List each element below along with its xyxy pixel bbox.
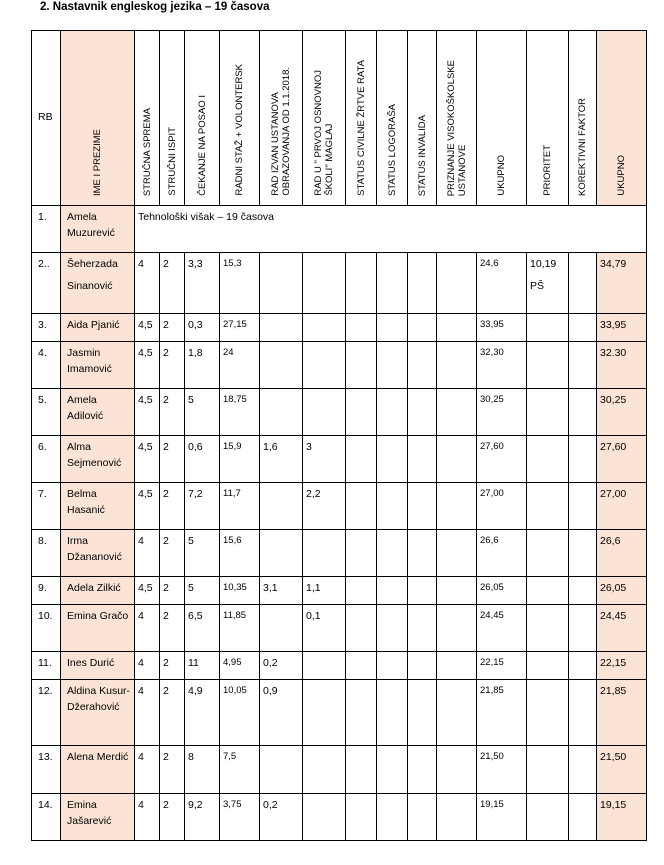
header-rad-izvan (260, 31, 303, 206)
row-radni-staz: 11,85 (220, 605, 260, 652)
row-rb: 11. (32, 652, 61, 680)
table-row (32, 605, 647, 652)
row-strucna-sprema: 4 (135, 652, 160, 680)
row-prioritet (527, 680, 569, 746)
row-prioritet (527, 314, 569, 342)
row-ukupno: 30,25 (477, 389, 527, 436)
row-status-logorasa (377, 794, 408, 841)
row-name: Amela Muzurević (61, 206, 135, 253)
row-rad-izvan (260, 342, 303, 389)
row-strucna-sprema: 4 (135, 605, 160, 652)
row-prioritet (527, 746, 569, 794)
header-strucni-ispit (160, 31, 185, 206)
row-status-logorasa (377, 652, 408, 680)
header-status-logorasa (377, 31, 408, 206)
row-rad-u (303, 342, 346, 389)
row-status-logorasa (377, 389, 408, 436)
header-strucna-sprema-label: STRUČNA SPREMA (141, 107, 153, 196)
row-strucni-ispit: 2 (160, 342, 185, 389)
row-cekanje: 4,9 (185, 680, 220, 746)
row-radni-staz: 15,9 (220, 436, 260, 483)
row-status-civilne (346, 680, 377, 746)
row-total: 33,95 (597, 314, 647, 342)
row-radni-staz: 11,7 (220, 483, 260, 530)
header-priznanje (437, 31, 477, 206)
header-korektivni-label: KOREKTIVNI FAKTOR (577, 97, 588, 196)
row-rb: 14. (32, 794, 61, 841)
header-rad-u (303, 31, 346, 206)
row-rad-izvan: 0,2 (260, 794, 303, 841)
row-ukupno: 32,30 (477, 342, 527, 389)
row-radni-staz: 10,35 (220, 577, 260, 605)
row-strucni-ispit: 2 (160, 436, 185, 483)
row-status-civilne (346, 577, 377, 605)
table-row (32, 577, 647, 605)
row-status-logorasa (377, 746, 408, 794)
row-total: 26,05 (597, 577, 647, 605)
row-rad-izvan (260, 483, 303, 530)
table-row (32, 436, 647, 483)
header-strucna-sprema (135, 31, 160, 206)
row-priznanje (437, 342, 477, 389)
row-rad-izvan: 0,2 (260, 652, 303, 680)
row-cekanje: 0,6 (185, 436, 220, 483)
row-name: Emina Gračo (61, 605, 135, 652)
header-ukupno-label: UKUPNO (496, 155, 507, 196)
row-status-civilne (346, 746, 377, 794)
row-status-invalida (408, 483, 437, 530)
table-row (32, 206, 647, 253)
header-korektivni (569, 31, 597, 206)
header-ukupno (477, 31, 527, 206)
row-status-civilne (346, 342, 377, 389)
table-row (32, 314, 647, 342)
header-radni-staz-label: RADNI STAŽ + VOLONTERSK (234, 64, 245, 196)
header-priznanje-label (446, 60, 468, 196)
row-radni-staz: 4,95 (220, 652, 260, 680)
row-status-civilne (346, 652, 377, 680)
row-strucni-ispit: 2 (160, 680, 185, 746)
table-row (32, 483, 647, 530)
row-radni-staz: 27,15 (220, 314, 260, 342)
row-name: Emina Jašarević (61, 794, 135, 841)
header-rb-label: RB (38, 111, 53, 123)
row-rad-izvan (260, 314, 303, 342)
row-cekanje: 5 (185, 530, 220, 577)
row-total: 27,60 (597, 436, 647, 483)
row-rad-u: 0,1 (303, 605, 346, 652)
header-name (61, 31, 135, 206)
row-ukupno: 22,15 (477, 652, 527, 680)
header-cekanje (185, 31, 220, 206)
row-rad-u: 2,2 (303, 483, 346, 530)
row-name: Alena Merdić (61, 746, 135, 794)
row-total: 26,6 (597, 530, 647, 577)
row-status-civilne (346, 605, 377, 652)
row-strucna-sprema: 4 (135, 253, 160, 314)
row-rb: 3. (32, 314, 61, 342)
row-korektivni (569, 652, 597, 680)
row-cekanje: 1,8 (185, 342, 220, 389)
row-ukupno: 33,95 (477, 314, 527, 342)
row-priznanje (437, 483, 477, 530)
page-title: 2. Nastavnik engleskog jezika – 19 časova (40, 1, 270, 13)
row-name-line1: Šeherzada (67, 258, 118, 270)
header-strucni-ispit-label: STRUČNI ISPIT (166, 127, 178, 196)
row-strucna-sprema: 4,5 (135, 577, 160, 605)
header-prioritet (527, 31, 569, 206)
row-prioritet (527, 605, 569, 652)
row-korektivni (569, 577, 597, 605)
row-total: 22,15 (597, 652, 647, 680)
row-rad-izvan (260, 605, 303, 652)
row-name: Aida Pjanić (61, 314, 135, 342)
row-rb: 13. (32, 746, 61, 794)
row-prioritet-line2: PŠ (530, 280, 545, 292)
row-strucni-ispit: 2 (160, 605, 185, 652)
row-cekanje: 8 (185, 746, 220, 794)
row-radni-staz: 15,3 (220, 253, 260, 314)
row-ukupno: 27,60 (477, 436, 527, 483)
row-cekanje: 5 (185, 389, 220, 436)
table-row (32, 342, 647, 389)
row-prioritet (527, 436, 569, 483)
row-status-logorasa (377, 483, 408, 530)
row-status-civilne (346, 314, 377, 342)
row-strucni-ispit: 2 (160, 577, 185, 605)
row-rad-u (303, 794, 346, 841)
row-korektivni (569, 314, 597, 342)
row-total: 32.30 (597, 342, 647, 389)
row-korektivni (569, 680, 597, 746)
row-korektivni (569, 253, 597, 314)
row-strucna-sprema: 4 (135, 530, 160, 577)
row-priznanje (437, 436, 477, 483)
row-priznanje (437, 577, 477, 605)
row-strucna-sprema: 4,5 (135, 342, 160, 389)
row-status-logorasa (377, 680, 408, 746)
row-status-invalida (408, 253, 437, 314)
row-strucni-ispit: 2 (160, 314, 185, 342)
row-status-invalida (408, 746, 437, 794)
ranking-table (31, 30, 647, 841)
row-rad-u (303, 652, 346, 680)
header-radni-staz (220, 31, 260, 206)
row-status-civilne (346, 483, 377, 530)
row-korektivni (569, 342, 597, 389)
row-cekanje: 0,3 (185, 314, 220, 342)
header-rad-izvan-label (270, 67, 292, 196)
header-rb (32, 31, 61, 206)
header-ukupno-final (597, 31, 647, 206)
row-rad-izvan: 0,9 (260, 680, 303, 746)
table-row (32, 389, 647, 436)
row-korektivni (569, 483, 597, 530)
row-priznanje (437, 314, 477, 342)
table-row (32, 794, 647, 841)
row-status-civilne (346, 794, 377, 841)
row-priznanje (437, 389, 477, 436)
header-row (32, 31, 647, 206)
row-status-invalida (408, 605, 437, 652)
table-row (32, 680, 647, 746)
row-prioritet (527, 483, 569, 530)
row-rad-izvan (260, 530, 303, 577)
row-status-logorasa (377, 530, 408, 577)
row-name: Belma Hasanić (61, 483, 135, 530)
row-cekanje: 11 (185, 652, 220, 680)
row-cekanje: 3,3 (185, 253, 220, 314)
row-korektivni (569, 605, 597, 652)
row-total: 21,50 (597, 746, 647, 794)
header-rad-izvan-line2: OBRAZOVANJA OD 1.1.2018. (281, 67, 292, 196)
row-cekanje: 5 (185, 577, 220, 605)
row-strucni-ispit: 2 (160, 483, 185, 530)
row-rb: 9. (32, 577, 61, 605)
row-total: 21,85 (597, 680, 647, 746)
row-status-invalida (408, 389, 437, 436)
row-strucna-sprema: 4,5 (135, 314, 160, 342)
row-priznanje (437, 746, 477, 794)
row-name: Alma Sejmenović (61, 436, 135, 483)
header-name-label: IME I PREZIME (92, 128, 103, 196)
row-radni-staz: 3,75 (220, 794, 260, 841)
row-status-invalida (408, 530, 437, 577)
row-status-logorasa (377, 253, 408, 314)
row-rb: 2.. (32, 253, 61, 314)
row-rad-u (303, 680, 346, 746)
row-priznanje (437, 530, 477, 577)
row-rad-izvan: 1,6 (260, 436, 303, 483)
row-status-logorasa (377, 314, 408, 342)
row-status-civilne (346, 253, 377, 314)
row-strucna-sprema: 4 (135, 746, 160, 794)
row-status-logorasa (377, 605, 408, 652)
row-name: Adela Zilkić (61, 577, 135, 605)
row-rb: 5. (32, 389, 61, 436)
row-korektivni (569, 389, 597, 436)
row-radni-staz: 18,75 (220, 389, 260, 436)
header-status-invalida (408, 31, 437, 206)
header-status-invalida-label: STATUS INVALIDA (416, 114, 428, 196)
row-priznanje (437, 253, 477, 314)
header-status-logorasa-label: STATUS LOGORAŠA (386, 103, 398, 196)
row-korektivni (569, 436, 597, 483)
row-ukupno: 21,50 (477, 746, 527, 794)
row-status-invalida (408, 436, 437, 483)
row-prioritet (527, 652, 569, 680)
row-status-civilne (346, 436, 377, 483)
row-total: 27,00 (597, 483, 647, 530)
row-rad-u: 1,1 (303, 577, 346, 605)
row-strucna-sprema: 4 (135, 680, 160, 746)
row-korektivni (569, 530, 597, 577)
row-rb: 1. (32, 206, 61, 253)
row-status-invalida (408, 680, 437, 746)
row-status-invalida (408, 577, 437, 605)
row-priznanje (437, 794, 477, 841)
row-name-line2: Sinanović (67, 280, 113, 292)
row-korektivni (569, 746, 597, 794)
row-rb: 4. (32, 342, 61, 389)
row-cekanje: 9,2 (185, 794, 220, 841)
header-rad-izvan-line1: RAD IZVAN USTANOVA (270, 92, 281, 196)
row-radni-staz: 24 (220, 342, 260, 389)
row-radni-staz: 7,5 (220, 746, 260, 794)
row-prioritet-line1: 10,19 (530, 258, 557, 270)
header-rad-u-label (313, 70, 335, 196)
row-rad-izvan (260, 746, 303, 794)
row-ukupno: 21,85 (477, 680, 527, 746)
row-strucna-sprema: 4,5 (135, 436, 160, 483)
row-strucna-sprema: 4,5 (135, 483, 160, 530)
row-status-invalida (408, 794, 437, 841)
row-rb: 6. (32, 436, 61, 483)
row-prioritet (527, 530, 569, 577)
row-name: Irma Džananović (61, 530, 135, 577)
row-name (61, 253, 135, 314)
row-strucni-ispit: 2 (160, 746, 185, 794)
row-rad-izvan: 3,1 (260, 577, 303, 605)
row-rad-u (303, 389, 346, 436)
header-status-civilne-label: STATUS CIVILNE ŽRTVE RATA (355, 60, 367, 196)
row-status-civilne (346, 389, 377, 436)
row-total: 34,79 (597, 253, 647, 314)
table-row (32, 530, 647, 577)
row-rad-izvan (260, 389, 303, 436)
row-total: 24,45 (597, 605, 647, 652)
row-prioritet (527, 342, 569, 389)
row-cekanje: 7,2 (185, 483, 220, 530)
table-row (32, 253, 647, 314)
row-status-logorasa (377, 342, 408, 389)
row-ukupno: 24,45 (477, 605, 527, 652)
row-korektivni (569, 794, 597, 841)
row-strucna-sprema: 4,5 (135, 389, 160, 436)
row-strucni-ispit: 2 (160, 389, 185, 436)
row-rad-u (303, 314, 346, 342)
row-strucni-ispit: 2 (160, 530, 185, 577)
row-priznanje (437, 605, 477, 652)
row-rb: 12. (32, 680, 61, 746)
row-prioritet (527, 577, 569, 605)
row-ukupno: 24,6 (477, 253, 527, 314)
row-priznanje (437, 652, 477, 680)
row-rad-u (303, 253, 346, 314)
row-total: 30,25 (597, 389, 647, 436)
header-priznanje-line1: PRIZNANJE VISOKOŠKOLSKE (445, 59, 457, 196)
row-total: 19,15 (597, 794, 647, 841)
header-status-civilne (346, 31, 377, 206)
row-ukupno: 26,05 (477, 577, 527, 605)
row-rad-izvan (260, 253, 303, 314)
row-rb: 8. (32, 530, 61, 577)
row-cekanje: 6,5 (185, 605, 220, 652)
row-prioritet (527, 389, 569, 436)
row-note: Tehnološki višak – 19 časova (135, 206, 647, 253)
row-name: Jasmin Imamović (61, 342, 135, 389)
header-cekanje-label: ČEKANJE NA POSAO I (196, 95, 208, 196)
row-name: Aldina Kusur-Džerahović (61, 680, 135, 746)
header-rad-u-line2: ŠKOLI" MAGLAJ (324, 123, 335, 196)
row-rb: 10. (32, 605, 61, 652)
row-name: Ines Durić (61, 652, 135, 680)
row-rb: 7. (32, 483, 61, 530)
table-row (32, 652, 647, 680)
row-radni-staz: 10,05 (220, 680, 260, 746)
header-ukupno-final-label: UKUPNO (616, 155, 627, 196)
row-radni-staz: 15,6 (220, 530, 260, 577)
header-rad-u-line1: RAD U " PRVOJ OSNOVNOJ (313, 70, 324, 196)
row-ukupno: 19,15 (477, 794, 527, 841)
row-strucni-ispit: 2 (160, 253, 185, 314)
row-rad-u (303, 530, 346, 577)
row-ukupno: 27,00 (477, 483, 527, 530)
row-strucni-ispit: 2 (160, 794, 185, 841)
row-status-invalida (408, 652, 437, 680)
table-row (32, 746, 647, 794)
header-prioritet-label: PRIORITET (542, 145, 553, 196)
row-priznanje (437, 680, 477, 746)
row-prioritet (527, 253, 569, 314)
header-priznanje-line2: USTANOVE (456, 144, 468, 196)
row-status-invalida (408, 342, 437, 389)
row-status-logorasa (377, 436, 408, 483)
row-strucni-ispit: 2 (160, 652, 185, 680)
row-strucna-sprema: 4 (135, 794, 160, 841)
row-status-civilne (346, 530, 377, 577)
row-status-invalida (408, 314, 437, 342)
row-prioritet (527, 794, 569, 841)
row-rad-u: 3 (303, 436, 346, 483)
row-status-logorasa (377, 577, 408, 605)
row-name: Amela Adilović (61, 389, 135, 436)
row-ukupno: 26,6 (477, 530, 527, 577)
row-rad-u (303, 746, 346, 794)
